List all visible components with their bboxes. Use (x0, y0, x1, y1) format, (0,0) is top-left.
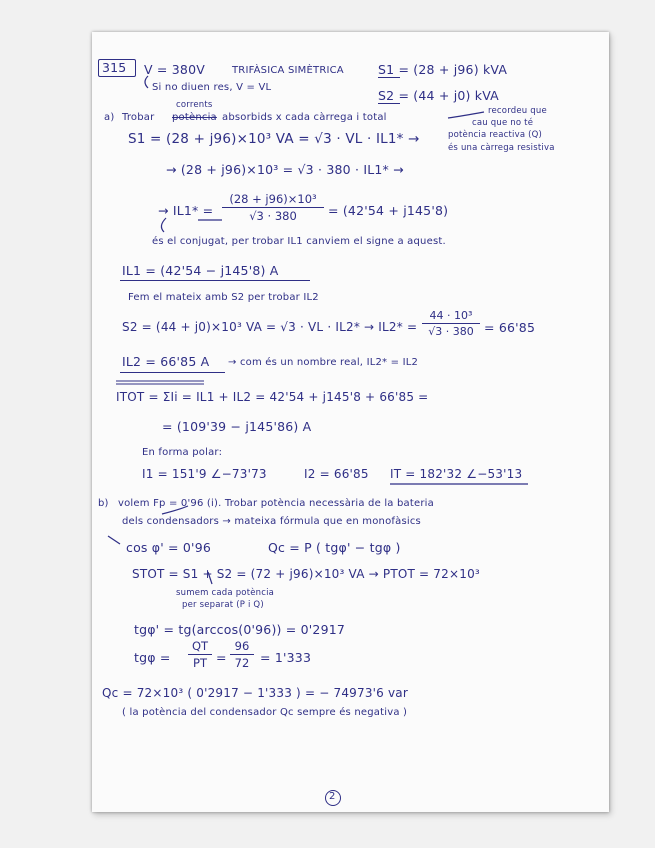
qt-label: QT (191, 639, 209, 653)
part-b-intro-2: dels condensadors → mateixa fórmula que en monofàsics (122, 516, 421, 527)
il1-conj-lhs: → IL1* = (158, 203, 214, 218)
s1-equation: S1 = (28 + j96)×10³ VA = √3 · VL · IL1* → (128, 131, 420, 147)
tg-phi-lhs: tgφ = (134, 650, 171, 665)
qc-formula: Qc = P ( tgφ' − tgφ ) (268, 540, 401, 555)
side-note-line-1: recordeu que (488, 106, 547, 116)
pt-label: PT (193, 656, 207, 670)
equals-sign-1: = (216, 650, 227, 665)
tg-phi-value: = 1'333 (260, 650, 312, 665)
it-polar: IT = 182'32 ∠−53'13 (390, 467, 523, 481)
sum-note-line-1: sumem cada potència (176, 588, 275, 598)
sum-note-arrow (208, 572, 212, 584)
side-note-line-4: és una càrrega resistiva (448, 143, 555, 153)
il2-denominator: √3 · 380 (428, 325, 474, 338)
voltage: V = 380V (144, 62, 205, 77)
s1-value: S1 = (28 + j96) kVA (378, 62, 508, 77)
stot-equation: STOT = S1 + S2 = (72 + j96)×10³ VA → PTOT = 72×10³ (132, 567, 480, 581)
sum-note-line-2: per separat (P i Q) (182, 600, 264, 610)
part-b-label: b) (98, 498, 109, 509)
part-a-struck-word: potència (172, 112, 217, 123)
page-number: 2 (329, 791, 336, 802)
i1-polar: I1 = 151'9 ∠−73'73 (142, 467, 267, 481)
part-b-intro-1: volem Fp = 0'96 (i). Trobar potència necessària de la bateria (118, 498, 434, 509)
conjugate-arrow (161, 218, 166, 232)
part-a-label: a) (104, 112, 115, 123)
part-a-correction: corrents (176, 100, 213, 110)
cos-phi-prime: cos φ' = 0'96 (126, 540, 212, 555)
ratio-numerator: 96 (234, 639, 250, 653)
fp-underline (162, 506, 188, 514)
il2-numerator: 44 · 10³ (429, 309, 473, 322)
s1-substitution: → (28 + j96)×10³ = √3 · 380 · IL1* → (166, 162, 404, 177)
il1-numerator: (28 + j96)×10³ (229, 192, 317, 206)
qc-note: ( la potència del condensador Qc sempre és negativa ) (122, 707, 408, 718)
il1-conj-rhs: = (42'54 + j145'8) (328, 203, 449, 218)
system-type: TRIFÀSICA SIMÈTRICA (232, 65, 344, 76)
side-note-line-2: cau que no té (472, 118, 534, 128)
part-a-intro-end: absorbids x cada càrrega i total (222, 112, 387, 123)
tg-phi-prime: tgφ' = tg(arccos(0'96)) = 0'2917 (134, 622, 346, 637)
il1-denominator: √3 · 380 (249, 209, 297, 223)
s2-value: S2 = (44 + j0) kVA (378, 88, 499, 103)
conjugate-note: és el conjugat, per trobar IL1 canviem el signe a aquest. (152, 236, 446, 247)
side-note-line-3: potència reactiva (Q) (448, 130, 543, 140)
il2-result: IL2 = 66'85 A (122, 354, 210, 369)
il2-note: → com és un nombre real, IL2* = IL2 (228, 357, 419, 368)
itot-value: = (109'39 − j145'86) A (162, 419, 312, 434)
il1-result: IL1 = (42'54 − j145'8) A (122, 263, 279, 278)
problem-number: 315 (102, 60, 127, 75)
handwriting-strokes (92, 32, 609, 812)
il2-value: = 66'85 (484, 320, 536, 335)
same-for-s2: Fem el mateix amb S2 per trobar IL2 (128, 292, 319, 303)
i2-polar: I2 = 66'85 (304, 467, 369, 481)
polar-label: En forma polar: (142, 447, 223, 458)
s2-equation: S2 = (44 + j0)×10³ VA = √3 · VL · IL2* → IL2* = (122, 320, 418, 334)
cos-arrow (108, 536, 120, 544)
part-a-intro-start: Trobar (122, 112, 155, 123)
line-note-hook (145, 76, 148, 88)
line-voltage-note: Si no diuen res, V = VL (152, 82, 272, 93)
itot-equation: ITOT = ΣIi = IL1 + IL2 = 42'54 + j145'8 + 66'85 = (116, 390, 429, 404)
paper-sheet (92, 32, 609, 812)
ratio-denominator: 72 (234, 656, 250, 670)
side-note-arrow (448, 112, 484, 118)
qc-result: Qc = 72×10³ ( 0'2917 − 1'333 ) = − 74973'6 var (102, 686, 408, 700)
